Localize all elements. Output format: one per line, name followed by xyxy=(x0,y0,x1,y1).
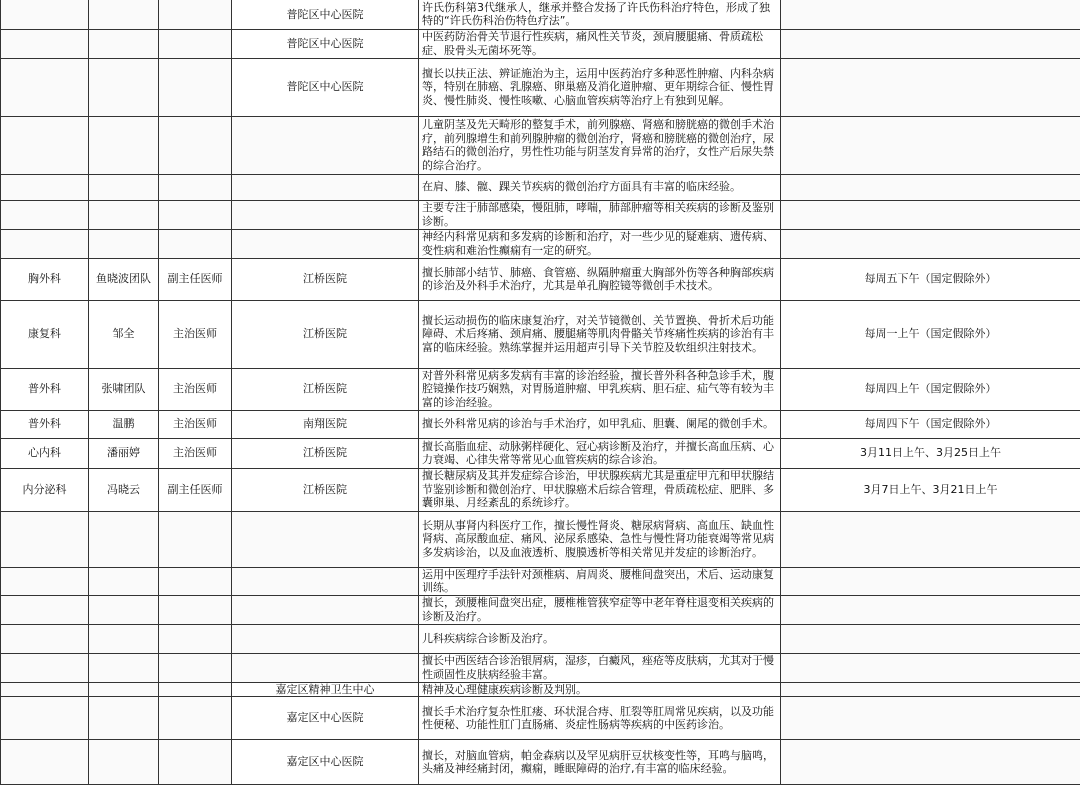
clinic-time-cell xyxy=(781,116,1080,174)
description-cell: 擅长以扶正法、辨证施治为主，运用中医药治疗多种恶性肿瘤、内科杂病等，特别在肺癌、乳腺癌、卵巢癌及消化道肿瘤、更年期综合征、慢性胃炎、慢性肺炎、慢性咳嗽、心脑血管疾病等治疗上有独到见解。 xyxy=(419,58,781,116)
doctor-cell xyxy=(89,740,159,785)
title-cell xyxy=(159,0,232,29)
clinic-time-cell xyxy=(781,58,1080,116)
clinic-time-cell: 每周一上午（国定假除外） xyxy=(781,300,1080,368)
doctor-cell xyxy=(89,0,159,29)
department-cell xyxy=(1,595,89,624)
clinic-time-cell: 每周四上午（国定假除外） xyxy=(781,368,1080,410)
description-cell: 擅长糖尿病及其并发症综合诊治，甲状腺疾病尤其是重症甲亢和甲状腺结节鉴别诊断和微创治疗、甲状腺癌术后综合管理，骨质疏松症、肥胖、多囊卵巢、月经紊乱的系统诊疗。 xyxy=(419,468,781,511)
hospital-cell: 普陀区中心医院 xyxy=(232,0,419,29)
table-row xyxy=(1,682,1080,697)
doctor-cell xyxy=(89,200,159,229)
description-cell: 儿童阴茎及先天畸形的整复手术，前列腺癌、肾癌和膀胱癌的微创手术治疗，前列腺增生和前列腺肿瘤的微创治疗，肾癌和膀胱癌的微创治疗，尿路结石的微创治疗，男性性功能与阴茎发育异常的治疗，女性产后尿失禁的综合治疗。 xyxy=(419,116,781,174)
doctor-cell xyxy=(89,174,159,200)
hospital-cell xyxy=(232,200,419,229)
department-cell xyxy=(1,567,89,595)
hospital-cell: 嘉定区中心医院 xyxy=(232,740,419,785)
department-cell: 康复科 xyxy=(1,300,89,368)
table-row xyxy=(1,200,1080,229)
table-row xyxy=(1,410,1080,438)
title-cell xyxy=(159,740,232,785)
doctor-cell xyxy=(89,58,159,116)
clinic-time-cell xyxy=(781,682,1080,697)
title-cell xyxy=(159,682,232,697)
department-cell xyxy=(1,697,89,740)
hospital-cell xyxy=(232,595,419,624)
table-row xyxy=(1,438,1080,468)
description-cell: 擅长手术治疗复杂性肛瘘、环状混合痔、肛裂等肛周常见疾病，以及功能性便秘、功能性肛门直肠痛、炎症性肠病等疾病的中医药诊治。 xyxy=(419,697,781,740)
table-row xyxy=(1,29,1080,58)
table-row xyxy=(1,468,1080,511)
clinic-time-cell xyxy=(781,511,1080,567)
hospital-cell: 江桥医院 xyxy=(232,438,419,468)
hospital-cell xyxy=(232,511,419,567)
table-row xyxy=(1,174,1080,200)
title-cell xyxy=(159,567,232,595)
title-cell: 副主任医师 xyxy=(159,468,232,511)
doctor-cell: 邹全 xyxy=(89,300,159,368)
table-row xyxy=(1,624,1080,653)
clinic-time-cell: 3月11日上午、3月25日上午 xyxy=(781,438,1080,468)
title-cell xyxy=(159,174,232,200)
table-row xyxy=(1,258,1080,300)
department-cell xyxy=(1,653,89,682)
table-row xyxy=(1,229,1080,258)
hospital-cell: 江桥医院 xyxy=(232,468,419,511)
department-cell xyxy=(1,0,89,29)
title-cell xyxy=(159,229,232,258)
hospital-cell: 江桥医院 xyxy=(232,300,419,368)
doctor-cell xyxy=(89,697,159,740)
clinic-time-cell xyxy=(781,697,1080,740)
doctor-cell xyxy=(89,682,159,697)
clinic-time-cell: 每周四下午（国定假除外） xyxy=(781,410,1080,438)
table-row xyxy=(1,58,1080,116)
description-cell: 许氏伤科第3代继承人，继承并整合发扬了许氏伤科治疗特色，形成了独特的“许氏伤科治伤特色疗法”。 xyxy=(419,0,781,29)
description-cell: 对普外科常见病多发病有丰富的诊治经验，擅长普外科各种急诊手术，腹腔镜操作技巧娴熟，对胃肠道肿瘤、甲乳疾病、胆石症、疝气等有较为丰富的诊治经验。 xyxy=(419,368,781,410)
department-cell xyxy=(1,29,89,58)
department-cell xyxy=(1,116,89,174)
description-cell: 在肩、膝、髋、踝关节疾病的微创治疗方面具有丰富的临床经验。 xyxy=(419,174,781,200)
clinic-time-cell xyxy=(781,0,1080,29)
table-row xyxy=(1,300,1080,368)
table-row xyxy=(1,567,1080,595)
table-row xyxy=(1,511,1080,567)
title-cell: 主治医师 xyxy=(159,410,232,438)
hospital-cell xyxy=(232,653,419,682)
doctor-cell xyxy=(89,229,159,258)
hospital-cell: 嘉定区精神卫生中心 xyxy=(232,682,419,697)
doctor-cell xyxy=(89,624,159,653)
clinic-time-cell: 每周五下午（国定假除外） xyxy=(781,258,1080,300)
doctor-cell xyxy=(89,595,159,624)
title-cell xyxy=(159,116,232,174)
title-cell: 主治医师 xyxy=(159,438,232,468)
clinic-time-cell xyxy=(781,653,1080,682)
department-cell: 胸外科 xyxy=(1,258,89,300)
department-cell xyxy=(1,58,89,116)
description-cell: 长期从事肾内科医疗工作，擅长慢性肾炎、糖尿病肾病、高血压、缺血性肾病、高尿酸血症、痛风、泌尿系感染、急性与慢性肾功能衰竭等常见病多发病诊治，以及血液透析、腹膜透析等相关常见并发症的诊断治疗。 xyxy=(419,511,781,567)
department-cell: 普外科 xyxy=(1,410,89,438)
clinic-time-cell xyxy=(781,567,1080,595)
description-cell: 擅长肺部小结节、肺癌、食管癌、纵隔肿瘤重大胸部外伤等各种胸部疾病的诊治及外科手术治疗，尤其是单孔胸腔镜等微创手术技术。 xyxy=(419,258,781,300)
title-cell xyxy=(159,624,232,653)
hospital-cell: 普陀区中心医院 xyxy=(232,29,419,58)
table-row xyxy=(1,116,1080,174)
hospital-cell: 江桥医院 xyxy=(232,368,419,410)
description-cell: 儿科疾病综合诊断及治疗。 xyxy=(419,624,781,653)
description-cell: 擅长中西医结合诊治银屑病，湿疹，白癜风，痤疮等皮肤病，尤其对于慢性顽固性皮肤病经验丰富。 xyxy=(419,653,781,682)
clinic-time-cell xyxy=(781,200,1080,229)
title-cell: 副主任医师 xyxy=(159,258,232,300)
description-cell: 擅长，颈腰椎间盘突出症，腰椎椎管狭窄症等中老年脊柱退变相关疾病的诊断及治疗。 xyxy=(419,595,781,624)
description-cell: 擅长，对脑血管病，帕金森病以及罕见病肝豆状核变性等，耳鸣与脑鸣，头痛及神经痛封闭，癫痫，睡眠障碍的治疗,有丰富的临床经验。 xyxy=(419,740,781,785)
table-row xyxy=(1,740,1080,785)
title-cell xyxy=(159,29,232,58)
doctor-cell xyxy=(89,116,159,174)
doctor-cell: 鱼晓波团队 xyxy=(89,258,159,300)
doctor-cell: 冯晓云 xyxy=(89,468,159,511)
description-cell: 擅长运动损伤的临床康复治疗，对关节镜微创、关节置换、骨折术后功能障碍、术后疼痛、颈肩痛、腰腿痛等肌肉骨骼关节疼痛性疾病的诊治有丰富的临床经验。熟练掌握并运用超声引导下关节腔及软组织注射技术。 xyxy=(419,300,781,368)
clinic-time-cell xyxy=(781,174,1080,200)
title-cell xyxy=(159,653,232,682)
doctor-cell xyxy=(89,29,159,58)
department-cell: 普外科 xyxy=(1,368,89,410)
title-cell xyxy=(159,58,232,116)
hospital-cell xyxy=(232,116,419,174)
table-row xyxy=(1,595,1080,624)
description-cell: 精神及心理健康疾病诊断及判别。 xyxy=(419,682,781,697)
department-cell xyxy=(1,740,89,785)
hospital-cell: 普陀区中心医院 xyxy=(232,58,419,116)
hospital-cell xyxy=(232,624,419,653)
department-cell xyxy=(1,229,89,258)
department-cell xyxy=(1,624,89,653)
description-cell: 擅长外科常见病的诊治与手术治疗，如甲乳疝、胆囊、阑尾的微创手术。 xyxy=(419,410,781,438)
hospital-cell xyxy=(232,174,419,200)
title-cell xyxy=(159,697,232,740)
title-cell: 主治医师 xyxy=(159,300,232,368)
doctor-cell xyxy=(89,567,159,595)
department-cell: 心内科 xyxy=(1,438,89,468)
hospital-cell xyxy=(232,567,419,595)
doctor-cell: 潘丽婷 xyxy=(89,438,159,468)
description-cell: 擅长高脂血症、动脉粥样硬化、冠心病诊断及治疗，并擅长高血压病、心力衰竭、心律失常等常见心血管疾病的综合诊治。 xyxy=(419,438,781,468)
table-row xyxy=(1,0,1080,29)
clinic-time-cell xyxy=(781,29,1080,58)
table-row xyxy=(1,653,1080,682)
title-cell xyxy=(159,595,232,624)
title-cell xyxy=(159,511,232,567)
description-cell: 中医药防治骨关节退行性疾病，痛风性关节炎，颈肩腰腿痛、骨质疏松症、股骨头无菌坏死等。 xyxy=(419,29,781,58)
department-cell xyxy=(1,511,89,567)
clinic-time-cell: 3月7日上午、3月21日上午 xyxy=(781,468,1080,511)
department-cell: 内分泌科 xyxy=(1,468,89,511)
table-row xyxy=(1,368,1080,410)
department-cell xyxy=(1,682,89,697)
doctor-cell: 张啸团队 xyxy=(89,368,159,410)
clinic-time-cell xyxy=(781,229,1080,258)
description-cell: 神经内科常见病和多发病的诊断和治疗，对一些少见的疑难病、遗传病、变性病和难治性癫痫有一定的研究。 xyxy=(419,229,781,258)
doctor-cell xyxy=(89,511,159,567)
clinic-time-cell xyxy=(781,740,1080,785)
schedule-body xyxy=(1,0,1080,785)
department-cell xyxy=(1,174,89,200)
table-row xyxy=(1,697,1080,740)
clinic-time-cell xyxy=(781,624,1080,653)
doctor-cell: 温鹏 xyxy=(89,410,159,438)
department-cell xyxy=(1,200,89,229)
title-cell xyxy=(159,200,232,229)
hospital-cell: 南翔医院 xyxy=(232,410,419,438)
clinic-time-cell xyxy=(781,595,1080,624)
hospital-cell xyxy=(232,229,419,258)
hospital-cell: 嘉定区中心医院 xyxy=(232,697,419,740)
description-cell: 主要专注于肺部感染，慢阻肺，哮喘，肺部肿瘤等相关疾病的诊断及鉴别诊断。 xyxy=(419,200,781,229)
description-cell: 运用中医理疗手法针对颈椎病、肩周炎、腰椎间盘突出，术后、运动康复训练。 xyxy=(419,567,781,595)
title-cell: 主治医师 xyxy=(159,368,232,410)
hospital-cell: 江桥医院 xyxy=(232,258,419,300)
doctor-cell xyxy=(89,653,159,682)
